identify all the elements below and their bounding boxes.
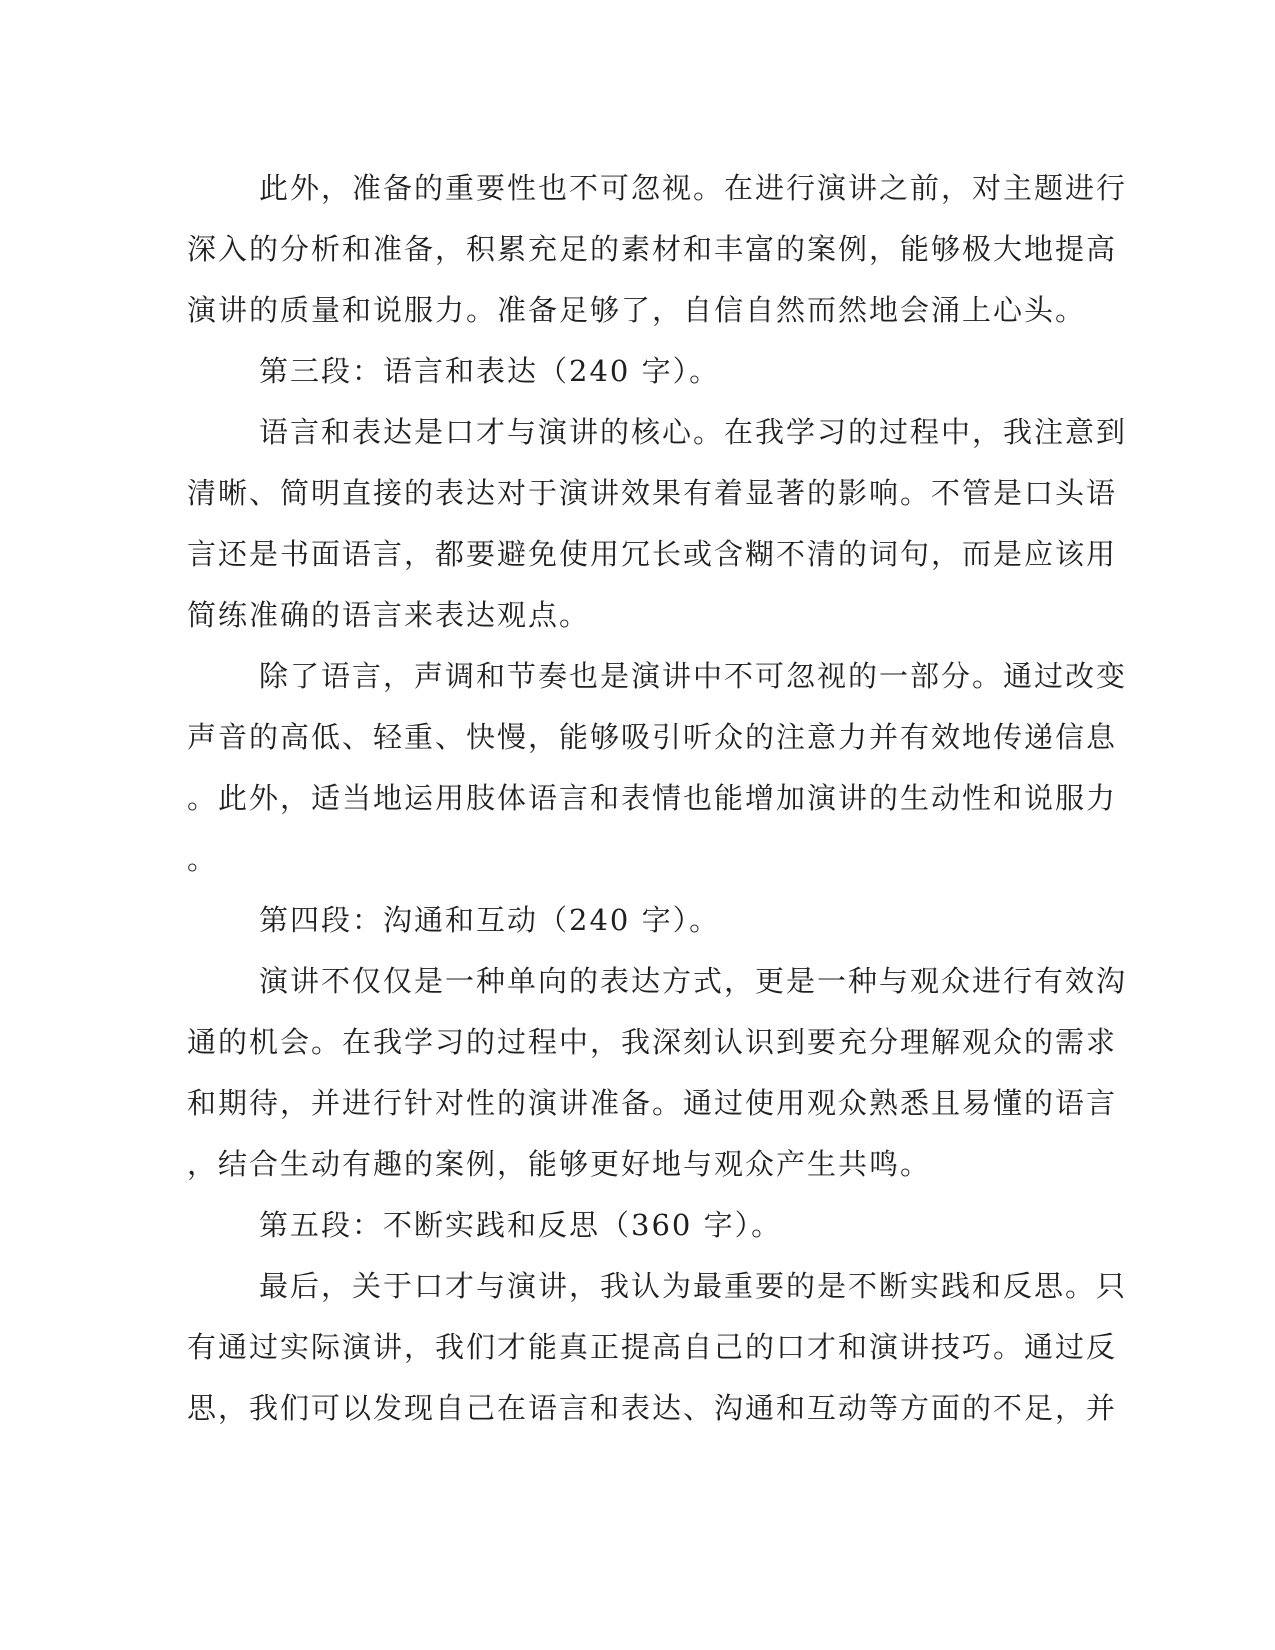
paragraph-communication xyxy=(187,951,1128,1195)
paragraph-tone-rhythm xyxy=(187,646,1128,890)
paragraph-language-core xyxy=(187,402,1128,646)
text-line: 清晰、简明直接的表达对于演讲效果有着显著的影响。不管是口头语 xyxy=(187,476,1118,510)
text-line: 语言和表达是口才与演讲的核心。在我学习的过程中，我注意到 xyxy=(259,415,1128,449)
text-line: 此外，准备的重要性也不可忽视。在进行演讲之前，对主题进行 xyxy=(259,171,1128,205)
text-line: 和期待，并进行针对性的演讲准备。通过使用观众熟悉且易懂的语言 xyxy=(187,1086,1118,1120)
text-line: 除了语言，声调和节奏也是演讲中不可忽视的一部分。通过改变 xyxy=(259,659,1128,693)
text-line: 思，我们可以发现自己在语言和表达、沟通和互动等方面的不足，并 xyxy=(187,1391,1118,1425)
text-line: 声音的高低、轻重、快慢，能够吸引听众的注意力并有效地传递信息 xyxy=(187,720,1118,754)
text-line: 通的机会。在我学习的过程中，我深刻认识到要充分理解观众的需求 xyxy=(187,1025,1118,1059)
heading-line: 第五段：不断实践和反思（360 字）。 xyxy=(259,1208,783,1242)
text-line: 演讲的质量和说服力。准备足够了，自信自然而然地会涌上心头。 xyxy=(187,293,1087,327)
paragraph-practice-reflection xyxy=(187,1256,1128,1439)
text-line: 最后，关于口才与演讲，我认为最重要的是不断实践和反思。只 xyxy=(259,1269,1128,1303)
document-body xyxy=(187,158,1128,1439)
text-line: 言还是书面语言，都要避免使用冗长或含糊不清的词句，而是应该用 xyxy=(187,537,1118,571)
text-line: 深入的分析和准备，积累充足的素材和丰富的案例，能够极大地提高 xyxy=(187,232,1118,266)
heading-line: 第四段：沟通和互动（240 字）。 xyxy=(259,903,721,937)
text-line: 有通过实际演讲，我们才能真正提高自己的口才和演讲技巧。通过反 xyxy=(187,1330,1118,1364)
text-line: 简练准确的语言来表达观点。 xyxy=(187,598,591,632)
text-line: 。此外，适当地运用肢体语言和表情也能增加演讲的生动性和说服力 xyxy=(187,781,1118,815)
paragraph-preparation xyxy=(187,158,1128,341)
text-line: 。 xyxy=(187,842,219,876)
section-heading-3 xyxy=(187,341,1087,402)
section-heading-4 xyxy=(187,890,1087,951)
text-line: 演讲不仅仅是一种单向的表达方式，更是一种与观众进行有效沟 xyxy=(259,964,1128,998)
heading-line: 第三段：语言和表达（240 字）。 xyxy=(259,354,721,388)
section-heading-5 xyxy=(187,1195,1087,1256)
text-line: ，结合生动有趣的案例，能够更好地与观众产生共鸣。 xyxy=(187,1147,932,1181)
